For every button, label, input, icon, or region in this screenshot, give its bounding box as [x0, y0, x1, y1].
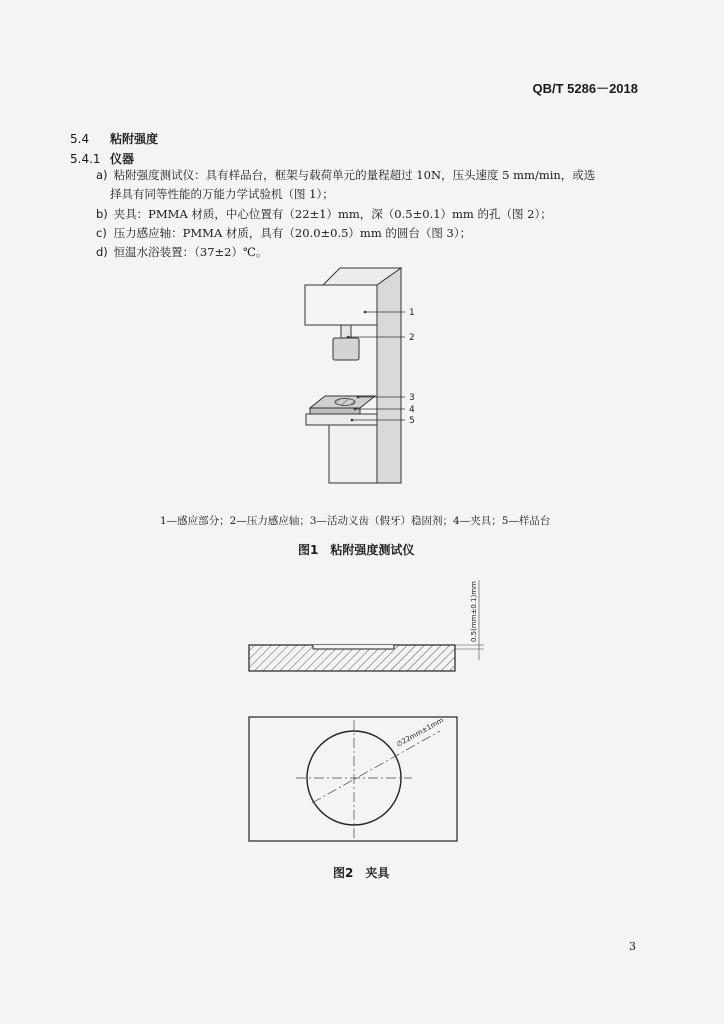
tester-column	[377, 268, 401, 483]
item-text: 夹具：PMMA 材质，中心位置有（22±1）mm，深（0.5±0.1）mm 的孔（图 2）；	[113, 207, 552, 221]
item-marker: d)	[96, 245, 108, 259]
callout-5: 5	[409, 416, 415, 426]
denture-adhesive	[335, 399, 355, 406]
callout-3: 3	[409, 393, 415, 403]
callout-1: 1	[409, 308, 415, 318]
section-number: 5.4	[70, 132, 90, 146]
section-title: 粘附强度	[110, 132, 159, 146]
page-number: 3	[629, 940, 636, 953]
callout-2: 2	[409, 333, 415, 343]
figure1-title: 图1 粘附强度测试仪	[298, 543, 415, 557]
item-text: 压力感应轴：PMMA 材质，具有（20.0±0.5）mm 的圆台（图 3）；	[113, 226, 472, 240]
diameter-line	[312, 731, 440, 803]
fixture-recess	[313, 645, 394, 649]
item-text: 粘附强度测试仪：具有样品台，框架与载荷单元的量程超过 10N，压头速度 5 mm/min，或选	[113, 168, 596, 182]
callout-4: 4	[409, 405, 415, 415]
figure1-caption: 1—感应部分；2—压力感应轴；3—活动义齿（假牙）稳固剂；4—夹具；5—样品台	[160, 515, 551, 527]
fixture-plan	[249, 717, 457, 841]
sample-stage	[306, 414, 377, 425]
fixture	[310, 408, 360, 414]
probe	[333, 338, 359, 360]
standard-code: QB/T 5286－2018	[532, 81, 638, 96]
item-continuation: 择具有同等性能的万能力学试验机（图 1）；	[110, 187, 334, 201]
diameter-dimension: ∅22mm±1mm	[395, 716, 445, 749]
subsection-number: 5.4.1	[70, 152, 101, 166]
figure2-title: 图2 夹具	[333, 866, 390, 880]
item-marker: c)	[96, 226, 107, 240]
subsection-title: 仪器	[110, 152, 135, 166]
sensing-head	[305, 285, 377, 325]
item-text: 恒温水浴装置：（37±2）℃。	[113, 245, 268, 259]
item-marker: b)	[96, 207, 108, 221]
depth-dimension: 0.5(mm±0.1)mm	[470, 581, 478, 642]
tester-base	[329, 425, 377, 483]
pressure-shaft	[341, 325, 351, 338]
item-marker: a)	[96, 168, 108, 182]
